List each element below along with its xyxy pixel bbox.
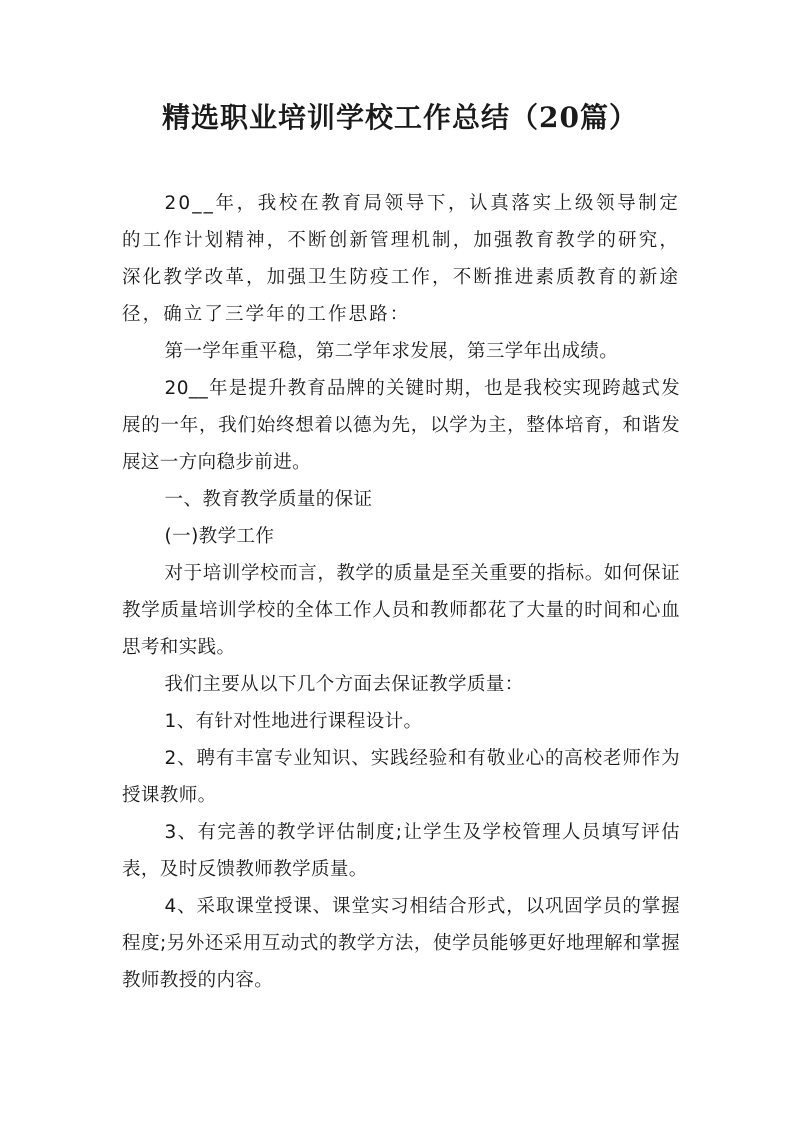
subsection-heading: (一)教学工作: [164, 526, 275, 547]
list-item-3: 3、有完善的教学评估制度;让学生及学校管理人员填写评估表，及时反馈教师教学质量。: [122, 822, 680, 880]
list-item-1: 1、有针对性地进行课程设计。: [164, 711, 423, 732]
list-item-2: 2、聘有丰富专业知识、实践经验和有敬业心的高校老师作为授课教师。: [122, 748, 680, 806]
list-item-4: 4、采取课堂授课、课堂实习相结合形式，以巩固学员的掌握程度;另外还采用互动式的教学方法，使学员能够更好地理解和掌握教师教授的内容。: [122, 896, 680, 991]
paragraph-key-period: 20__年是提升教育品牌的关键时期，也是我校实现跨越式发展的一年，我们始终想着以德为先，以学为主，整体培育，和谐发展这一方向稳步前进。: [122, 378, 680, 473]
section-heading: 一、教育教学质量的保证: [164, 489, 373, 510]
document-body: [122, 185, 680, 999]
paragraph-intro: 20__年，我校在教育局领导下，认真落实上级领导制定的工作计划精神，不断创新管理机制，加强教育教学的研究，深化教学改革，加强卫生防疫工作，不断推进素质教育的新途径，确立了三学年的工作思路：: [122, 193, 680, 325]
paragraph-goals: 第一学年重平稳，第二学年求发展，第三学年出成绩。: [164, 341, 619, 362]
paragraph-quality: 对于培训学校而言，教学的质量是至关重要的指标。如何保证教学质量培训学校的全体工作人员和教师都花了大量的时间和心血思考和实践。: [122, 563, 680, 658]
document-title: 精选职业培训学校工作总结（20篇）: [162, 101, 638, 134]
paragraph-aspects: 我们主要从以下几个方面去保证教学质量：: [164, 674, 524, 695]
